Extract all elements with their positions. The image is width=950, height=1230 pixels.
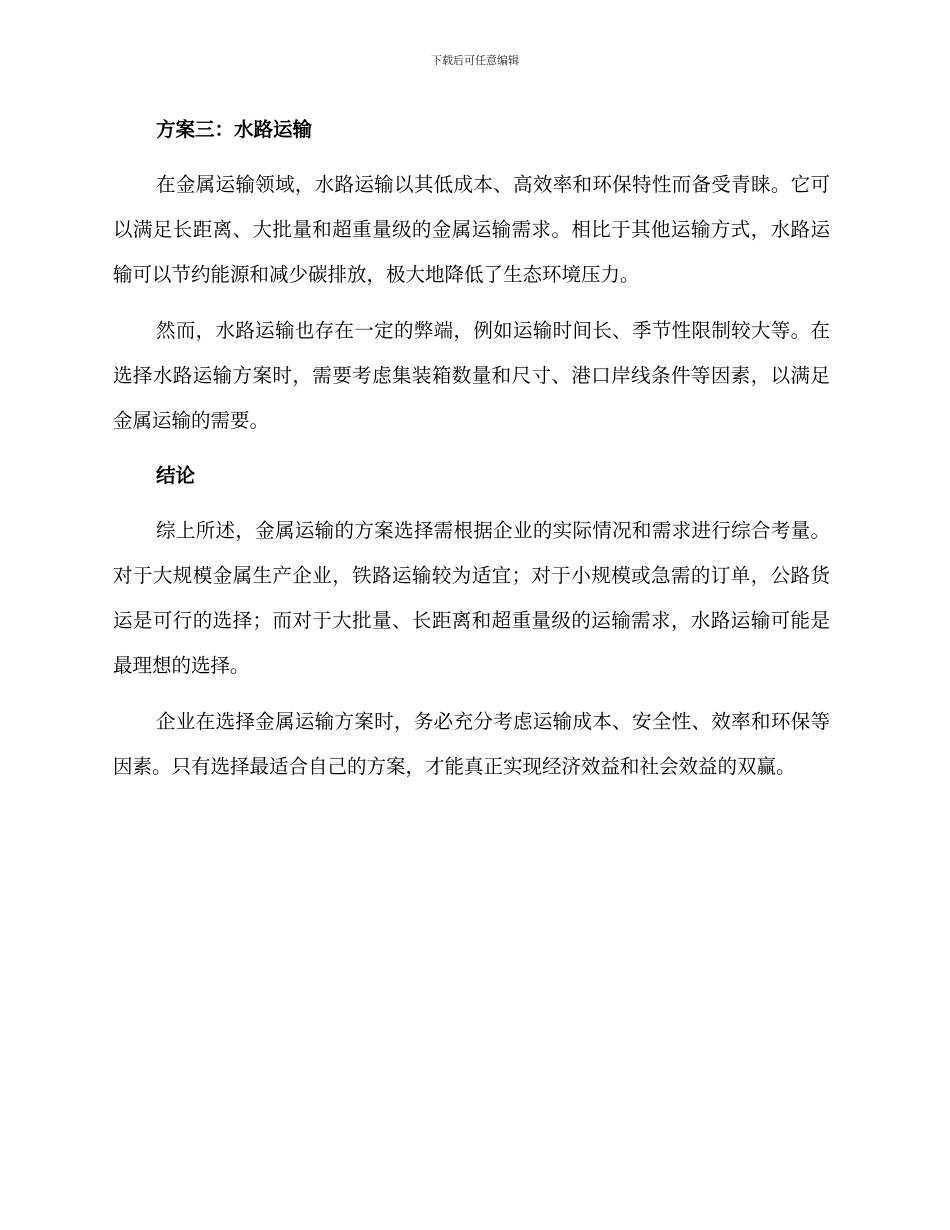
paragraph-conclusion-summary: 综上所述，金属运输的方案选择需根据企业的实际情况和需求进行综合考量。对于大规模金属生产企业，铁路运输较为适宜；对于小规模或急需的订单，公路货运是可行的选择；而对于大批量、长距离和超重量级的运输需求，水路运输可能是最理想的选择。 [113, 519, 830, 677]
section-heading-waterway: 方案三：水路运输 [156, 118, 313, 141]
document-body [113, 110, 830, 789]
section-heading-conclusion: 结论 [156, 464, 196, 487]
paragraph-conclusion-recommendation: 企业在选择金属运输方案时，务必充分考虑运输成本、安全性、效率和环保等因素。只有选择最适合自己的方案，才能真正实现经济效益和社会效益的双赢。 [113, 710, 830, 778]
page-header: 下载后可任意编辑 [431, 54, 519, 67]
paragraph-waterway-drawbacks: 然而，水路运输也存在一定的弊端，例如运输时间长、季节性限制较大等。在选择水路运输方案时，需要考虑集装箱数量和尺寸、港口岸线条件等因素，以满足金属运输的需要。 [113, 319, 830, 432]
paragraph-waterway-advantages: 在金属运输领域，水路运输以其低成本、高效率和环保特性而备受青睐。它可以满足长距离、大批量和超重量级的金属运输需求。相比于其他运输方式，水路运输可以节约能源和减少碳排放，极大地降低了生态环境压力。 [113, 173, 830, 286]
